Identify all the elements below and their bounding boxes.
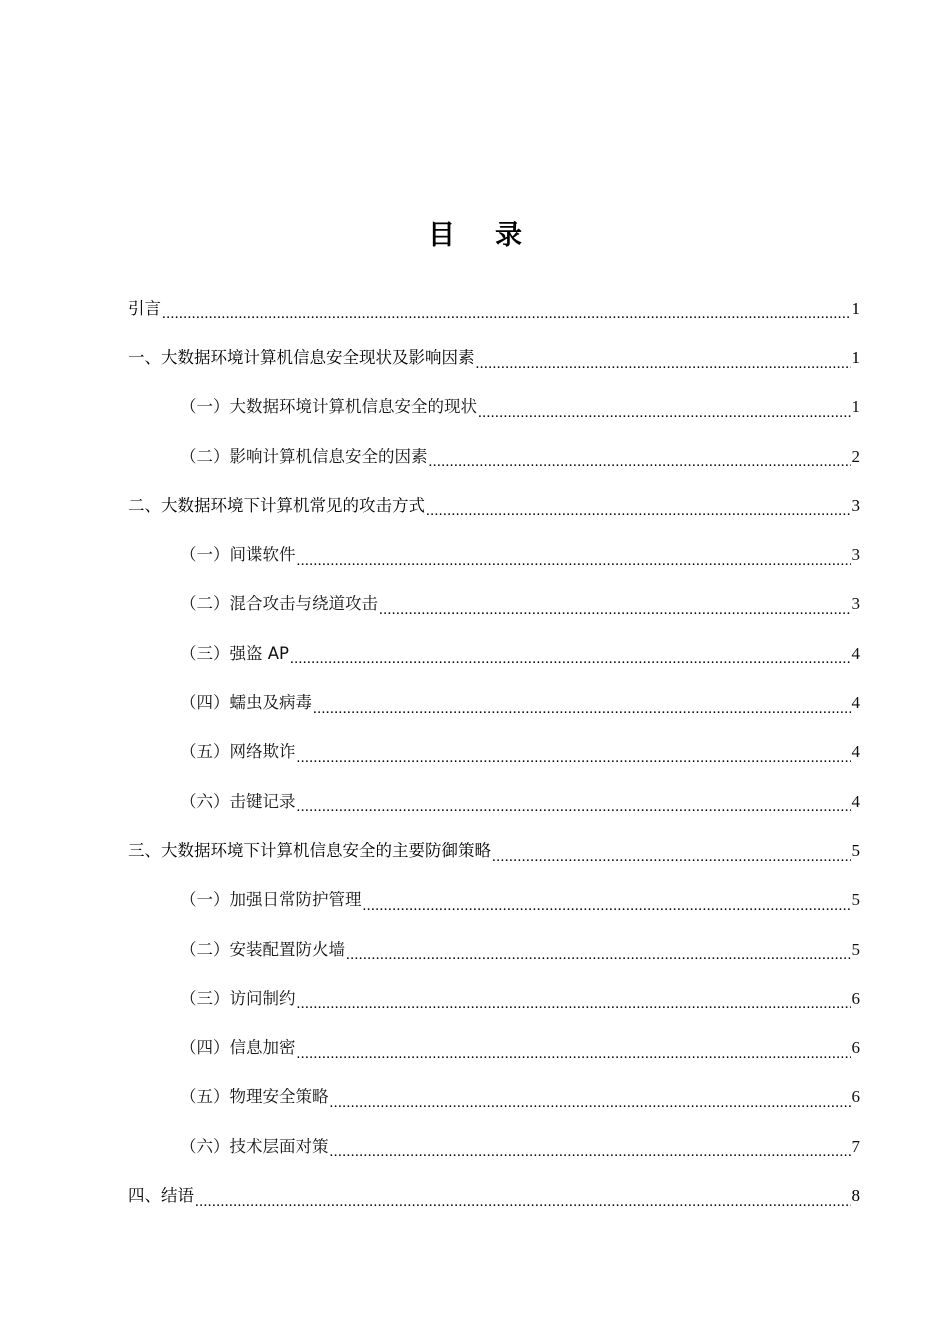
toc-entry-label: （一）加强日常防护管理	[180, 890, 362, 910]
toc-entry-label: 二、大数据环境下计算机常见的攻击方式	[128, 495, 425, 515]
toc-entry-label: （一）大数据环境计算机信息安全的现状	[180, 397, 477, 417]
dot-leader	[492, 851, 851, 876]
toc-entry[interactable]	[128, 678, 860, 727]
dot-leader	[297, 801, 851, 826]
toc-entry-page-number: 6	[851, 1087, 860, 1107]
dot-leader	[476, 358, 851, 383]
toc-entry-label: （二）混合攻击与绕道攻击	[180, 594, 378, 614]
dot-leader	[346, 949, 851, 974]
toc-entry[interactable]	[128, 974, 860, 1023]
toc-entry-page-number: 3	[851, 545, 860, 565]
toc-entry-label: 四、结语	[128, 1185, 194, 1205]
dot-leader	[330, 1146, 851, 1171]
toc-entry-label: （一）间谍软件	[180, 545, 296, 565]
toc-entry-page-number: 8	[851, 1185, 860, 1205]
toc-entry-page-number: 6	[851, 988, 860, 1008]
toc-entry-page-number: 4	[851, 643, 860, 663]
dot-leader	[426, 505, 851, 530]
title-char-1: 目	[428, 220, 455, 251]
toc-entry-page-number: 5	[851, 939, 860, 959]
toc-entry-page-number: 4	[851, 693, 860, 713]
toc-entry-label: （四）信息加密	[180, 1038, 296, 1058]
dot-leader	[313, 703, 851, 728]
toc-entry-label: （六）击键记录	[180, 791, 296, 811]
toc-entry-page-number: 4	[851, 742, 860, 762]
dot-leader	[297, 555, 851, 580]
toc-entry[interactable]	[128, 432, 860, 481]
toc-entry-label: （四）蠕虫及病毒	[180, 693, 312, 713]
toc-entry-label: 三、大数据环境下计算机信息安全的主要防御策略	[128, 840, 491, 860]
toc-entry[interactable]	[128, 1171, 860, 1220]
dot-leader	[297, 998, 851, 1023]
dot-leader	[297, 752, 851, 777]
toc-entry-label: （三）强盗 AP	[180, 643, 289, 663]
toc-entry[interactable]	[128, 333, 860, 382]
toc-entry[interactable]	[128, 826, 860, 875]
toc-entry-page-number: 5	[851, 890, 860, 910]
toc-entry[interactable]	[128, 777, 860, 826]
dot-leader	[330, 1097, 851, 1122]
toc-entry-label: （六）技术层面对策	[180, 1136, 329, 1156]
toc-entry[interactable]	[128, 1073, 860, 1122]
toc-entry[interactable]	[128, 530, 860, 579]
toc-entry-page-number: 3	[851, 594, 860, 614]
toc-entry-page-number: 5	[851, 840, 860, 860]
toc-entry[interactable]	[128, 481, 860, 530]
toc-entry-label: （五）网络欺诈	[180, 742, 296, 762]
dot-leader	[363, 900, 851, 925]
toc-entry-label: 一、大数据环境计算机信息安全现状及影响因素	[128, 347, 475, 367]
toc-entry[interactable]	[128, 925, 860, 974]
toc-entry-page-number: 4	[851, 791, 860, 811]
toc-entry-label: （五）物理安全策略	[180, 1087, 329, 1107]
dot-leader	[429, 456, 851, 481]
dot-leader	[379, 604, 851, 629]
toc-entry[interactable]	[128, 1122, 860, 1171]
toc-entry-label: （三）访问制约	[180, 988, 296, 1008]
dot-leader	[478, 407, 851, 432]
toc-entry-label: （二）安装配置防火墙	[180, 939, 345, 959]
toc-entry-page-number: 3	[851, 495, 860, 515]
toc-entry[interactable]	[128, 580, 860, 629]
dot-leader	[297, 1048, 851, 1073]
toc-entry-page-number: 7	[851, 1136, 860, 1156]
toc-entry[interactable]	[128, 284, 860, 333]
toc-entry-page-number: 1	[851, 298, 860, 318]
toc-entry-page-number: 1	[851, 397, 860, 417]
toc-entry[interactable]	[128, 383, 860, 432]
toc-entry[interactable]	[128, 876, 860, 925]
page-title	[0, 216, 950, 256]
dot-leader	[290, 653, 851, 678]
toc-entry[interactable]	[128, 728, 860, 777]
toc-entry-page-number: 2	[851, 446, 860, 466]
toc-entry-page-number: 1	[851, 347, 860, 367]
dot-leader	[195, 1196, 851, 1221]
toc-entry-label: （二）影响计算机信息安全的因素	[180, 446, 428, 466]
toc-entry[interactable]	[128, 629, 860, 678]
dot-leader	[162, 308, 851, 333]
toc-entry-label: 引言	[128, 298, 161, 318]
title-char-2: 录	[495, 220, 522, 251]
toc-entry-page-number: 6	[851, 1038, 860, 1058]
table-of-contents	[128, 284, 860, 1221]
toc-entry[interactable]	[128, 1023, 860, 1072]
